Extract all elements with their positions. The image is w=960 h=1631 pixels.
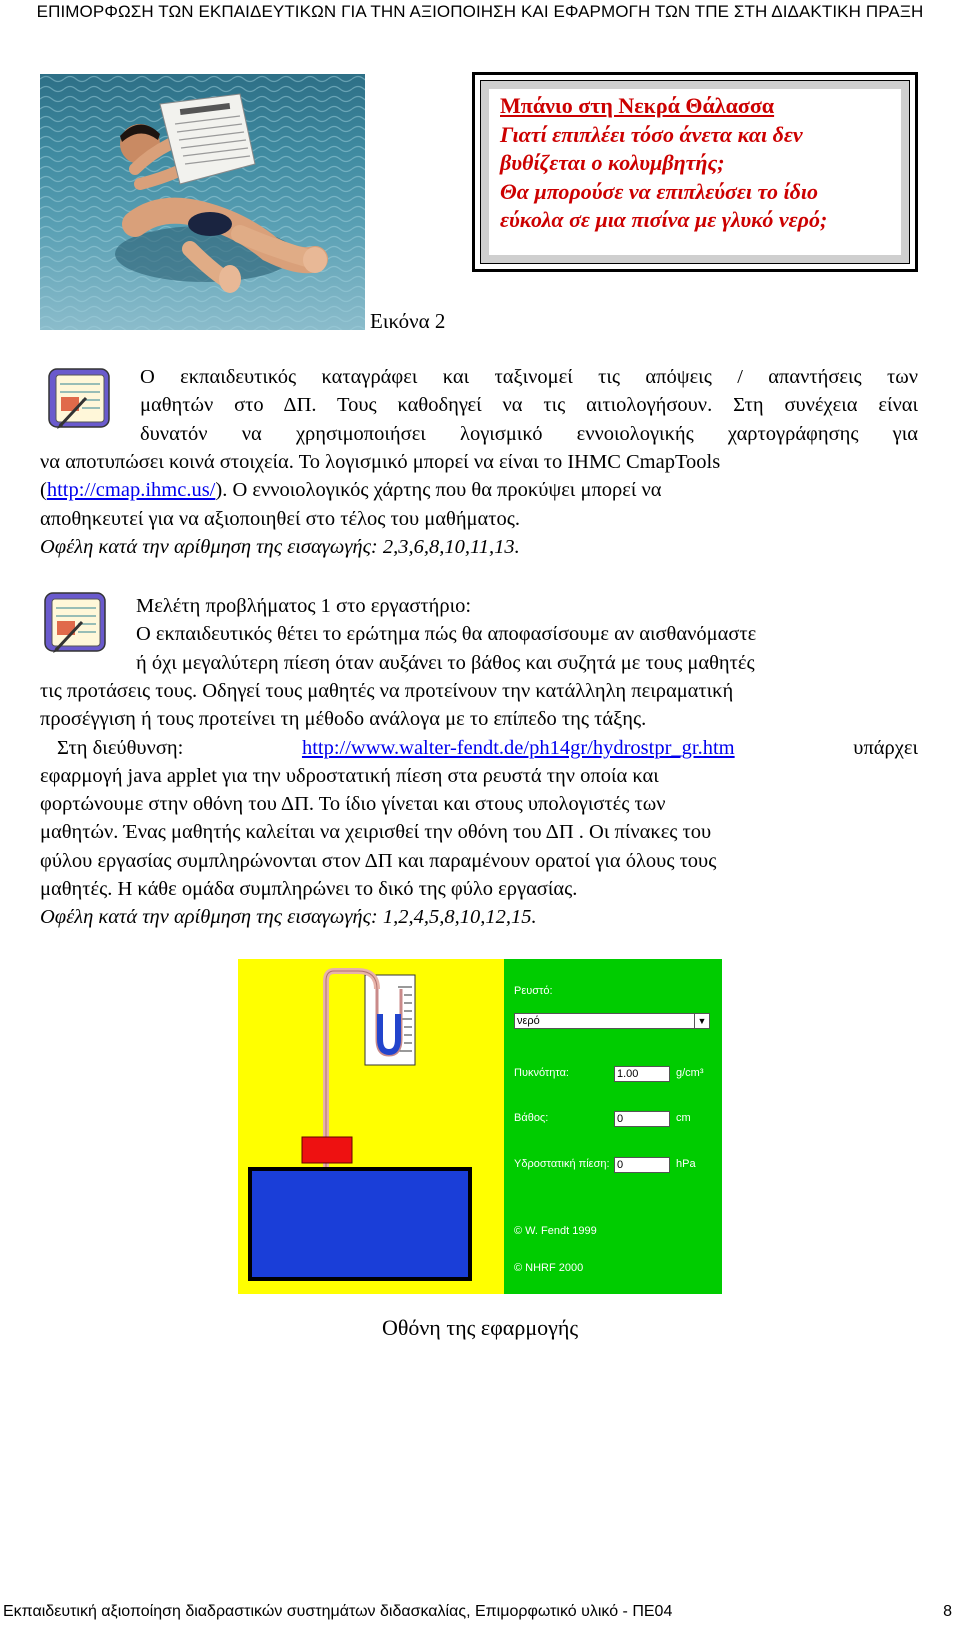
pressure-label: Υδροστατική πίεση: <box>514 1158 610 1170</box>
question-text <box>500 92 890 235</box>
paragraph-1-first-lines <box>140 363 918 448</box>
depth-label: Βάθος: <box>514 1112 549 1124</box>
manometer-drawing <box>238 959 504 1294</box>
benefits-line: Οφέλη κατά την αρίθμηση της εισαγωγής: 2,3,6,8,10,11,13. <box>40 535 520 558</box>
footer-text: Εκπαιδευτική αξιοποίηση διαδραστικών συστημάτων διδασκαλίας, Επιμορφωτικό υλικό - ΠΕ04 <box>3 1603 673 1620</box>
text-line: μαθητών. Ένας μαθητής καλείται να χειρισθεί την οθόνη του ΔΠ . Οι πίνακες του <box>40 821 712 844</box>
pressure-unit: hPa <box>676 1158 696 1170</box>
pressure-output: 0 <box>614 1157 670 1173</box>
text-line: (http://cmap.ihmc.us/). Ο εννοιολογικός χάρτης που θα προκύψει μπορεί να <box>40 479 662 502</box>
text-line: φορτώνουμε στην οθόνη του ΔΠ. Το ίδιο γίνεται και στους υπολογιστές των <box>40 793 666 816</box>
copyright-nhrf: © NHRF 2000 <box>514 1262 584 1274</box>
density-unit: g/cm³ <box>676 1067 704 1079</box>
depth-unit: cm <box>676 1112 691 1124</box>
text-line: να αποτυπώσει κοινά στοιχεία. Το λογισμικό μπορεί να είναι το IHMC CmapTools <box>40 451 721 473</box>
question-line: Θα μπορούσε να επιπλεύσει το ίδιο <box>500 178 818 204</box>
density-input[interactable]: 1.00 <box>614 1066 670 1082</box>
page-number: 8 <box>943 1603 952 1620</box>
question-line: Γιατί επιπλέει τόσο άνετα και δεν <box>500 121 803 147</box>
text-line: φύλου εργασίας συμπληρώνονται στον ΔΠ και παραμένουν ορατοί για όλους τους <box>40 849 717 872</box>
notebook-pen-icon <box>42 590 110 656</box>
paragraph-1-rest <box>40 448 918 561</box>
fluid-select[interactable]: νερό ▼ <box>514 1013 710 1029</box>
applet-caption: Οθόνη της εφαρμογής <box>381 1315 579 1340</box>
paragraph-2-first-lines <box>136 592 918 677</box>
text-line: μαθητές. Η κάθε ομάδα συμπληρώνει το δικό της φύλο εργασίας. <box>40 878 578 901</box>
text-line: προσέγγιση ή τους προτείνει τη μέθοδο ανάλογα με το επίπεδο της τάξης. <box>40 708 647 731</box>
cmap-link[interactable]: http://cmap.ihmc.us/ <box>46 479 216 502</box>
hydrostatic-applet-screenshot <box>238 959 722 1294</box>
text-line: αποθηκευτεί για να αξιοποιηθεί στο τέλος του μαθήματος. <box>40 507 521 530</box>
text-line: μαθητών στο ΔΠ. Τους καθοδηγεί να τις αιτιολογήσουν. Στη συνέχεια είναι <box>140 394 918 417</box>
density-label: Πυκνότητα: <box>514 1067 569 1079</box>
text-line: τις προτάσεις τους. Οδηγεί τους μαθητές να προτείνουν την κατάλληλη πειραματική <box>40 680 734 702</box>
applet-link[interactable]: http://www.walter-fendt.de/ph14gr/hydrostpr_gr.htm <box>301 736 735 759</box>
copyright-fendt: © W. Fendt 1999 <box>514 1225 597 1237</box>
text-line: Ο εκπαιδευτικός καταγράφει και ταξινομεί τις απόψεις / απαντήσεις των <box>140 366 918 388</box>
question-title: Μπάνιο στη Νεκρά Θάλασσα <box>500 93 775 118</box>
text-line: Ο εκπαιδευτικός θέτει το ερώτημα πώς θα αποφασίσουμε αν αισθανόμαστε <box>136 623 757 646</box>
text-line: εφαρμογή java applet για την υδροστατική πίεση στα ρευστά την οποία και <box>40 764 659 787</box>
address-line: Στη διεύθυνση: http://www.walter-fendt.de/ph14gr/hydrostpr_gr.htm υπάρχει <box>40 734 918 762</box>
question-line: βυθίζεται ο κολυμβητής; <box>500 150 725 175</box>
text-line: δυνατόν να χρησιμοποιήσει λογισμικό εννοιολογικής χαρτογράφησης για <box>140 422 918 445</box>
depth-input[interactable]: 0 <box>614 1111 670 1127</box>
chevron-down-icon: ▼ <box>694 1014 709 1028</box>
text-line: ή όχι μεγαλύτερη πίεση όταν αυξάνει το βάθος και συζητά με τους μαθητές <box>136 651 755 674</box>
page-header: ΕΠΙΜΟΡΦΩΣΗ ΤΩΝ ΕΚΠΑΙΔΕΥΤΙΚΩΝ ΓΙΑ ΤΗΝ ΑΞΙΟΠΟΙΗΣΗ ΚΑΙ ΕΦΑΡΜΟΓΗ ΤΩΝ ΤΠΕ ΣΤΗ ΔΙΔΑΚΤΙΚΗ ΠΡΑΞΗ <box>36 2 924 21</box>
figure-caption: Εικόνα 2 <box>370 309 446 333</box>
problem-title: Μελέτη προβλήματος 1 στο εργαστήριο: <box>136 595 472 617</box>
fluid-label: Ρευστό: <box>514 985 553 997</box>
applet-control-panel <box>504 959 722 1294</box>
benefits-line: Οφέλη κατά την αρίθμηση της εισαγωγής: 1,2,4,5,8,10,12,15. <box>40 906 537 929</box>
paragraph-2-rest <box>40 677 918 932</box>
dead-sea-photo <box>40 74 365 330</box>
question-line: εύκολα σε μια πισίνα με γλυκό νερό; <box>500 207 828 232</box>
notebook-pen-icon <box>46 366 114 432</box>
